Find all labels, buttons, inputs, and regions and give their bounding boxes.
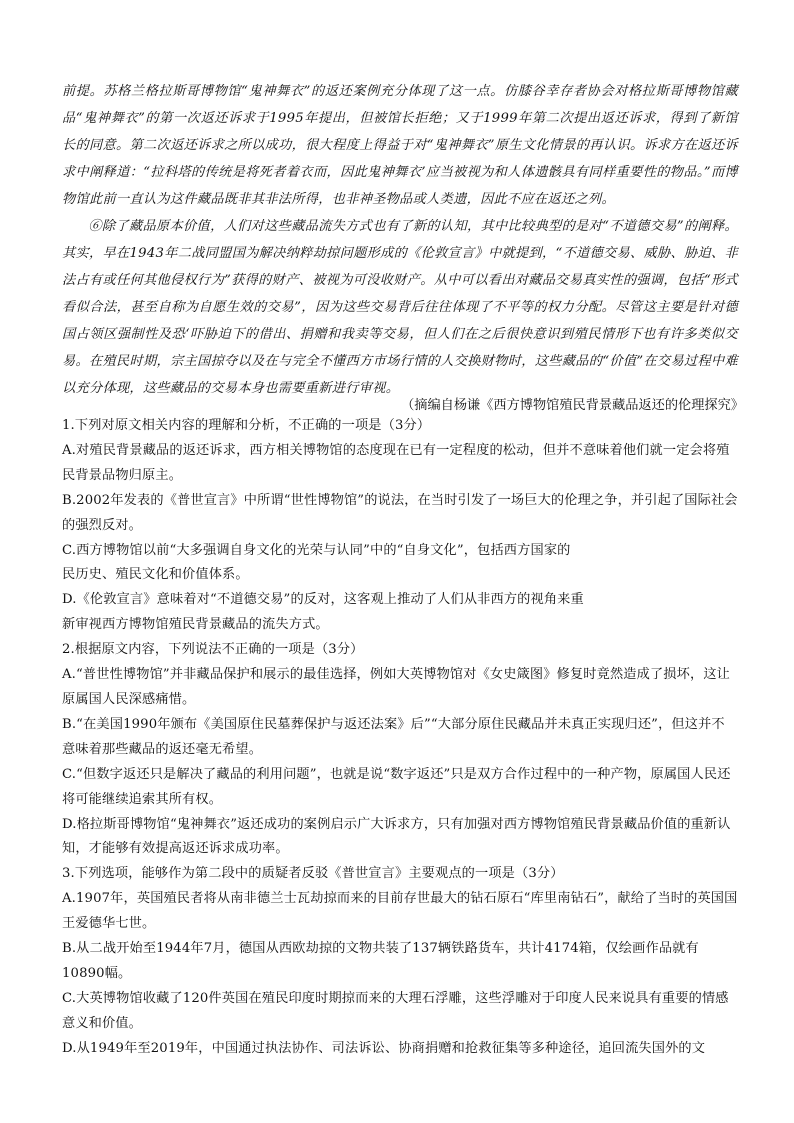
passage	[62, 78, 738, 402]
option-text: 民历史、殖民文化和价值体系。	[62, 567, 249, 583]
source-citation: （摘编自杨谦《西方博物馆殖民背景藏品返还的伦理探究》	[401, 398, 744, 413]
option-text: A.对殖民背景藏品的返还诉求，西方相关博物馆的态度现在已有一定程度的松动，但并不意味着他们就一定会将殖民背景品物归原主。	[62, 442, 730, 483]
questions-section	[62, 414, 738, 1062]
passage-paragraph: 前提。苏格兰格拉斯哥博物馆“鬼神舞衣”的返还案例充分体现了这一点。仿膝谷幸存者协会对格拉斯哥博物馆藏品“鬼神舞衣”的第一次返还诉求于1995年提出，但被馆长拒绝；又于1999年第二次提出返还诉求，得到了新馆长的同意。第二次返还诉求之所以成功，很大程度上得益于对“鬼神舞衣”原生文化情景的再认识。诉求方在返还诉求中阐释道：“拉科塔的传统是将死者着衣而，因此鬼神舞衣’应当被视为和人体遗骸具有同样重要性的物品。”而博物馆此前一直认为这件藏品既非其非法所得，也非神圣物品或人类遗，因此不应在返还之列。	[62, 84, 738, 207]
option-text: C.西方博物馆以前“大多强调自身文化的光荣与认同”中的“自身文化”，包括西方国家的	[62, 542, 571, 558]
option-text: D.格拉斯哥博物馆“鬼神舞衣”返还成功的案例启示广大诉求方，只有加强对西方博物馆殖民背景藏品价值的重新认知，才能够有效提高返还诉求成功率。	[62, 816, 731, 857]
question-stem: 2.根据原文内容，下列说法不正确的一项是（3分）	[62, 642, 364, 658]
question-stem: 3.下列选项，能够作为第二段中的质疑者反驳《普世宣言》主要观点的一项是（3分）	[62, 866, 564, 882]
option-text: 新审视西方博物馆殖民背景藏品的流失方式。	[62, 617, 329, 633]
option-text: D.《伦敦宣言》意味着对“不道德交易”的反对，这客观上推动了人们从非西方的视角来重	[62, 592, 584, 608]
option-text: A.1907年，英国殖民者将从南非德兰士瓦劫掠而来的目前存世最大的钻石原石“库里南钻石”，献给了当时的英国国王爱德华七世。	[62, 891, 738, 932]
option-text: B.2002年发表的《普世宣言》中所谓“世性博物馆”的说法，在当时引发了一场巨大的伦理之争，并引起了国际社会的强烈反对。	[62, 492, 738, 533]
option-text: C.大英博物馆收藏了120件英国在殖民印度时期掠而来的大理石浮雕，这些浮雕对于印度人民来说具有重要的情感意义和价值。	[62, 990, 729, 1031]
passage-paragraph: ⑥除了藏品原本价值，人们对这些藏品流失方式也有了新的认知，其中比较典型的是对“不道德交易”的阐释。其实，早在1943年二战同盟国为解决纳粹劫掠问题形成的《伦敦宣言》中就提到，“不道德交易、威胁、胁迫、非法占有或任何其他侵权行为”获得的财产、被视为可没收财产。从中可以看出对藏品交易真实性的强调，包括“形式看似合法，甚至自称为自愿生效的交易”，因为这些交易背后往往体现了不平等的权力分配。尽管这主要是针对德国占领区强制性及恐‘吓胁迫下的借出、捐赠和我卖等交易，但人们在之后很快意识到殖民情形下也有许多类似交易。在殖民时期，宗主国掠夺以及在与完全不懂西方市场行情的人交换财物时，这些藏品的“价值”在交易过程中难以充分体现，这些藏品的交易本身也需要重新进行审视。	[62, 219, 738, 396]
question-stem: 1.下列对原文相关内容的理解和分析，不正确的一项是（3分）	[62, 418, 431, 433]
option-text: B.“在美国1990年颁布《美国原住民墓葬保护与返还法案》后”“大部分原住民藏品并未真正实现归还”，但这并不意味着那些藏品的返还毫无希望。	[62, 716, 725, 757]
option-text: B.从二战开始至1944年7月，德国从西欧劫掠的文物共装了137辆铁路货车，共计4174箱，仅绘画作品就有10890幅。	[62, 941, 699, 981]
option-text: A.“普世性博物馆”并非藏品保护和展示的最佳选择，例如大英博物馆对《女史箴图》修复时竟然造成了损坏，这让原属国人民深感痛惜。	[62, 667, 730, 707]
option-text: C.“但数字返还只是解决了藏品的利用问题”，也就是说“数字返还”只是双方合作过程中的一种产物，原属国人民还将可能继续追索其所有权。	[62, 766, 731, 807]
option-text: D.从1949年至2019年，中国通过执法协作、司法诉讼、协商捐赠和抢救征集等多种途径，追回流失国外的文	[62, 1040, 706, 1056]
